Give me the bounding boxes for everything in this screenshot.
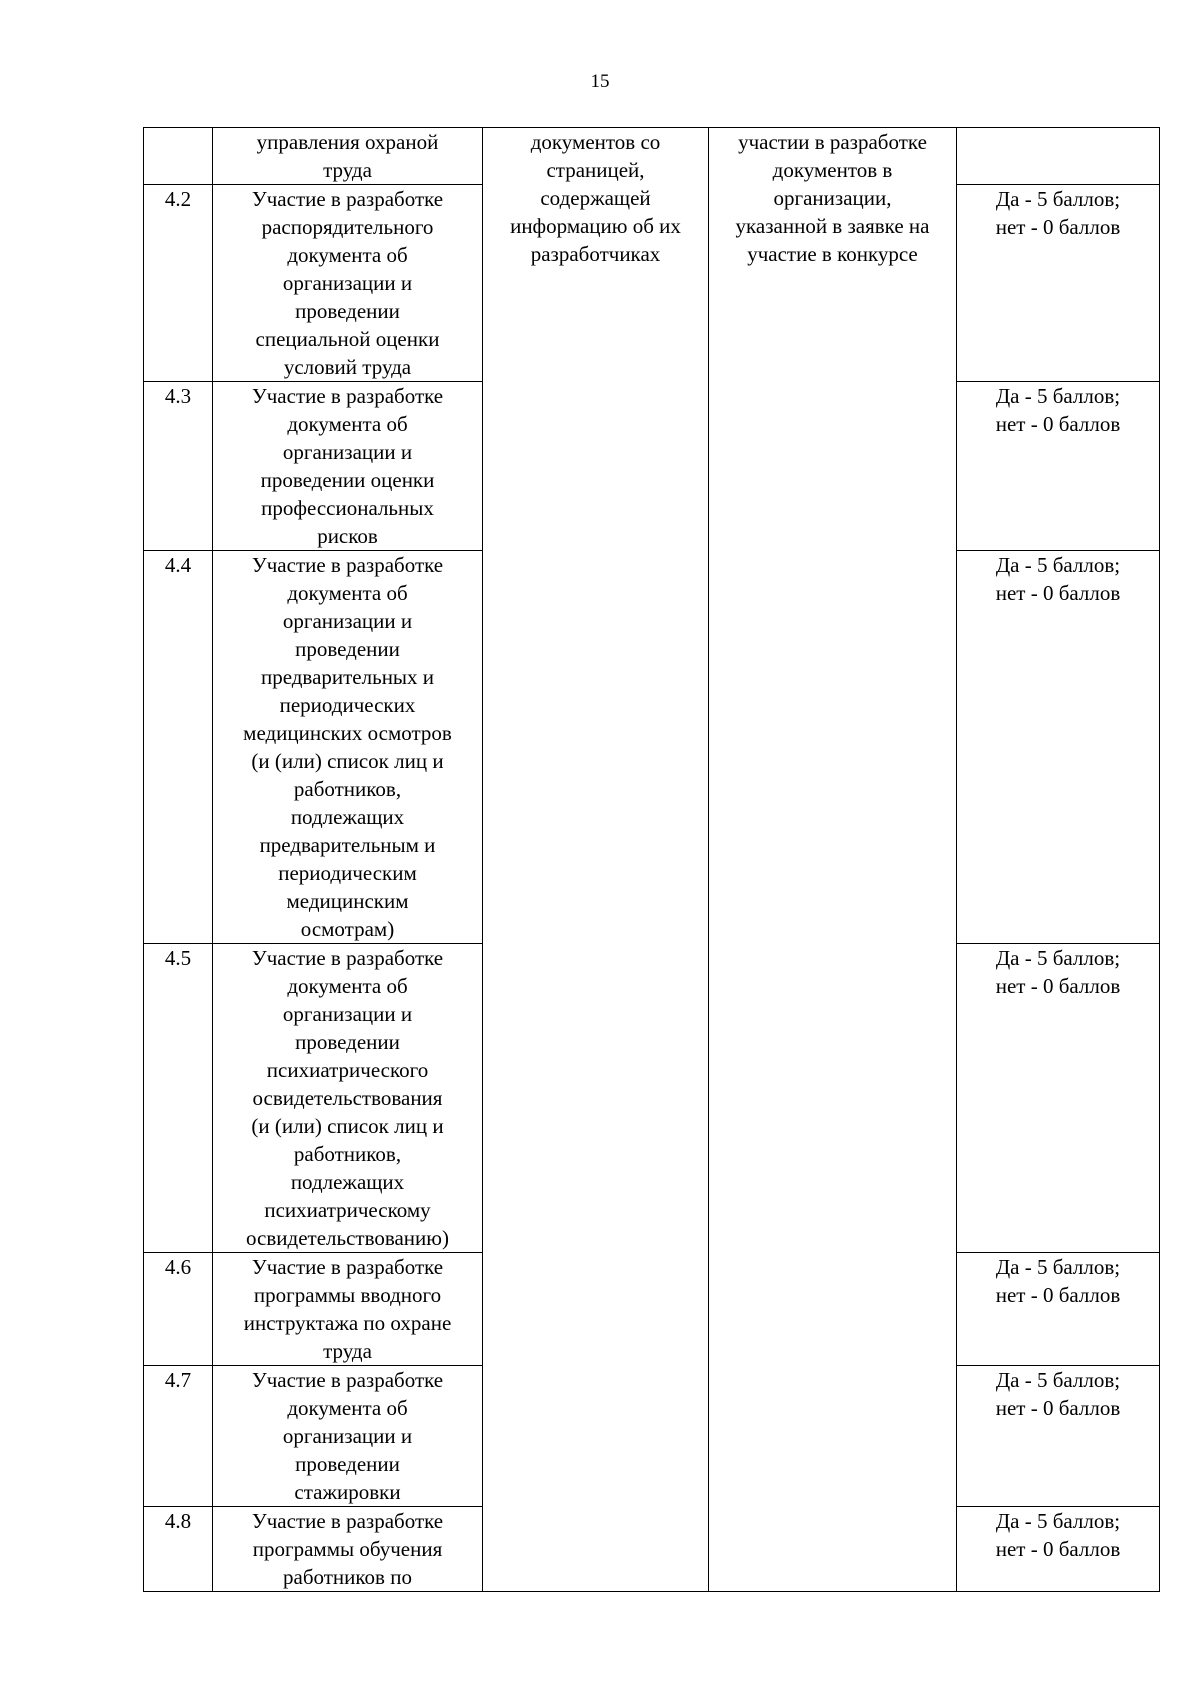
row-number-cell: 4.5 <box>144 944 213 1253</box>
criterion-description-cell: Участие в разработке документа об организации и проведении стажировки <box>213 1366 483 1507</box>
supporting-documents-cell: документов со страницей, содержащей информацию об их разработчиках <box>483 128 709 1592</box>
row-number-cell: 4.4 <box>144 551 213 944</box>
participation-info-cell: участии в разработке документов в организации, указанной в заявке на участие в конкурсе <box>709 128 957 1592</box>
score-cell: Да - 5 баллов; нет - 0 баллов <box>957 944 1160 1253</box>
row-number-cell: 4.6 <box>144 1253 213 1366</box>
criterion-description-cell: Участие в разработке распорядительного документа об организации и проведении специальной оценки условий труда <box>213 185 483 382</box>
criterion-description-cell: Участие в разработке документа об организации и проведении психиатрического освидетельствования (и (или) список лиц и работников, подлежащих психиатрическому освидетельствованию) <box>213 944 483 1253</box>
score-cell: Да - 5 баллов; нет - 0 баллов <box>957 1253 1160 1366</box>
page-number: 15 <box>590 71 610 92</box>
criterion-description-cell: Участие в разработке документа об организации и проведении предварительных и периодических медицинских осмотров (и (или) список лиц и работников, подлежащих предварительным и периодическим медицинским осмотрам) <box>213 551 483 944</box>
criterion-description-cell: управления охраной труда <box>213 128 483 185</box>
row-number-cell: 4.7 <box>144 1366 213 1507</box>
table-row-continuation <box>144 128 1160 185</box>
row-number-cell <box>144 128 213 185</box>
row-number-cell: 4.2 <box>144 185 213 382</box>
score-cell: Да - 5 баллов; нет - 0 баллов <box>957 1366 1160 1507</box>
criterion-description-cell: Участие в разработке программы вводного инструктажа по охране труда <box>213 1253 483 1366</box>
row-number-cell: 4.3 <box>144 382 213 551</box>
score-cell <box>957 128 1160 185</box>
criterion-description-cell: Участие в разработке программы обучения работников по <box>213 1507 483 1592</box>
score-cell: Да - 5 баллов; нет - 0 баллов <box>957 185 1160 382</box>
score-cell: Да - 5 баллов; нет - 0 баллов <box>957 382 1160 551</box>
criteria-table <box>143 127 1160 1592</box>
criterion-description-cell: Участие в разработке документа об организации и проведении оценки профессиональных рисков <box>213 382 483 551</box>
row-number-cell: 4.8 <box>144 1507 213 1592</box>
score-cell: Да - 5 баллов; нет - 0 баллов <box>957 1507 1160 1592</box>
score-cell: Да - 5 баллов; нет - 0 баллов <box>957 551 1160 944</box>
